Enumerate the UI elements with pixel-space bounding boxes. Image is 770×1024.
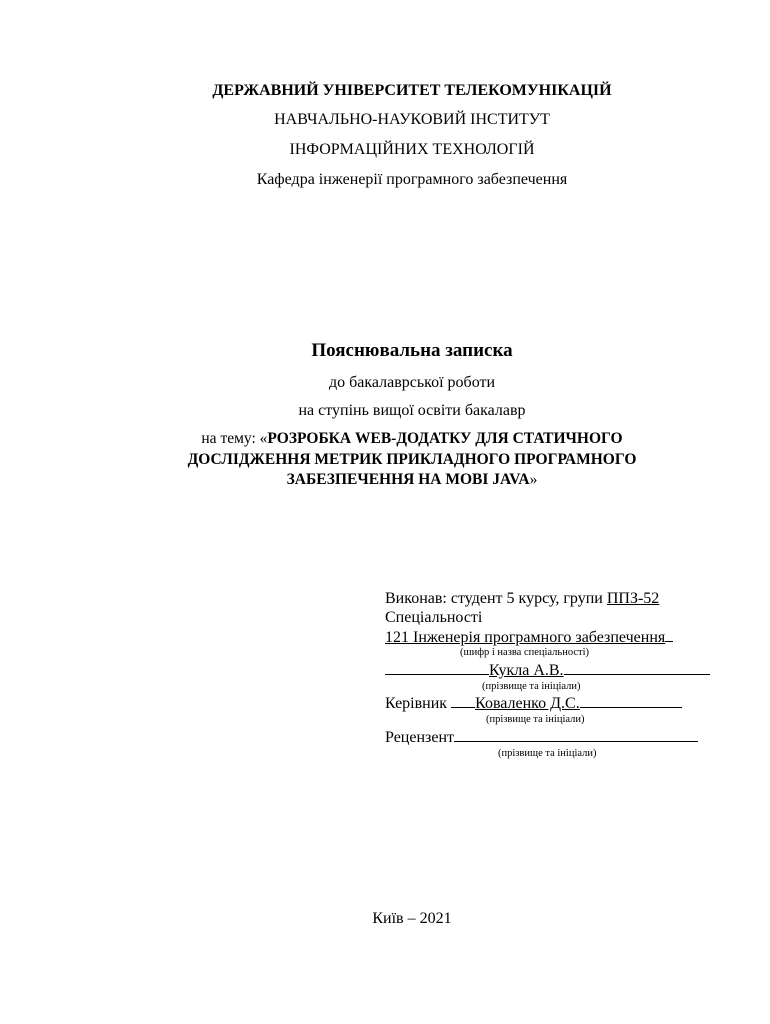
specialty-underline [665, 640, 673, 642]
topic-prefix: на тему: « [201, 430, 268, 447]
topic-suffix: » [529, 471, 538, 488]
specialty-hint: (шифр і назва спеціальності) [460, 647, 590, 658]
supervisor-row [385, 694, 682, 713]
group-value: ППЗ-52 [606, 590, 660, 607]
reviewer-hint: (прізвище та ініціали) [498, 748, 597, 759]
topic-line-1 [0, 430, 770, 447]
performed-label: Виконав: студент 5 курсу, групи [385, 590, 603, 607]
institute-line-1: НАВЧАЛЬНО-НАУКОВИЙ ІНСТИТУТ [274, 111, 550, 128]
specialty-row [385, 628, 673, 647]
university-name: ДЕРЖАВНИЙ УНІВЕРСИТЕТ ТЕЛЕКОМУНІКАЦІЙ [212, 82, 612, 99]
city-year: Київ – 2021 [372, 910, 452, 927]
document-title: Пояснювальна записка [311, 340, 513, 361]
document-subtitle-2: на ступінь вищої освіти бакалавр [298, 402, 526, 419]
specialty-value: 121 Інженерія програмного забезпечення [385, 629, 666, 646]
supervisor-label: Керівник [385, 695, 448, 712]
supervisor-hint: (прізвище та ініціали) [486, 714, 585, 725]
student-hint: (прізвище та ініціали) [482, 681, 581, 692]
supervisor-value: Коваленко Д.С. [475, 695, 580, 712]
student-value: Кукла А.В. [489, 662, 564, 679]
reviewer-label: Рецензент [385, 729, 454, 746]
supervisor-underline-left [451, 706, 475, 708]
institute-line-2: ІНФОРМАЦІЙНИХ ТЕХНОЛОГІЙ [289, 141, 535, 158]
document-subtitle-1: до бакалаврської роботи [328, 374, 496, 391]
department-name: Кафедра інженерії програмного забезпечення [256, 171, 568, 188]
reviewer-underline [454, 740, 698, 742]
performed-row [385, 589, 659, 608]
topic-line-3 [0, 471, 770, 488]
topic-text-1: РОЗРОБКА WEB-ДОДАТКУ ДЛЯ СТАТИЧНОГО [267, 430, 623, 447]
supervisor-underline-right [580, 706, 682, 708]
student-underline-left [385, 673, 489, 675]
student-underline-right [564, 673, 710, 675]
topic-text-3: ЗАБЕЗПЕЧЕННЯ НА МОВІ JAVA [286, 471, 530, 488]
reviewer-row [385, 728, 698, 747]
topic-line-2: ДОСЛІДЖЕННЯ МЕТРИК ПРИКЛАДНОГО ПРОГРАМНОГО [187, 451, 637, 468]
specialty-label: Спеціальності [385, 609, 483, 626]
student-row [385, 661, 710, 680]
